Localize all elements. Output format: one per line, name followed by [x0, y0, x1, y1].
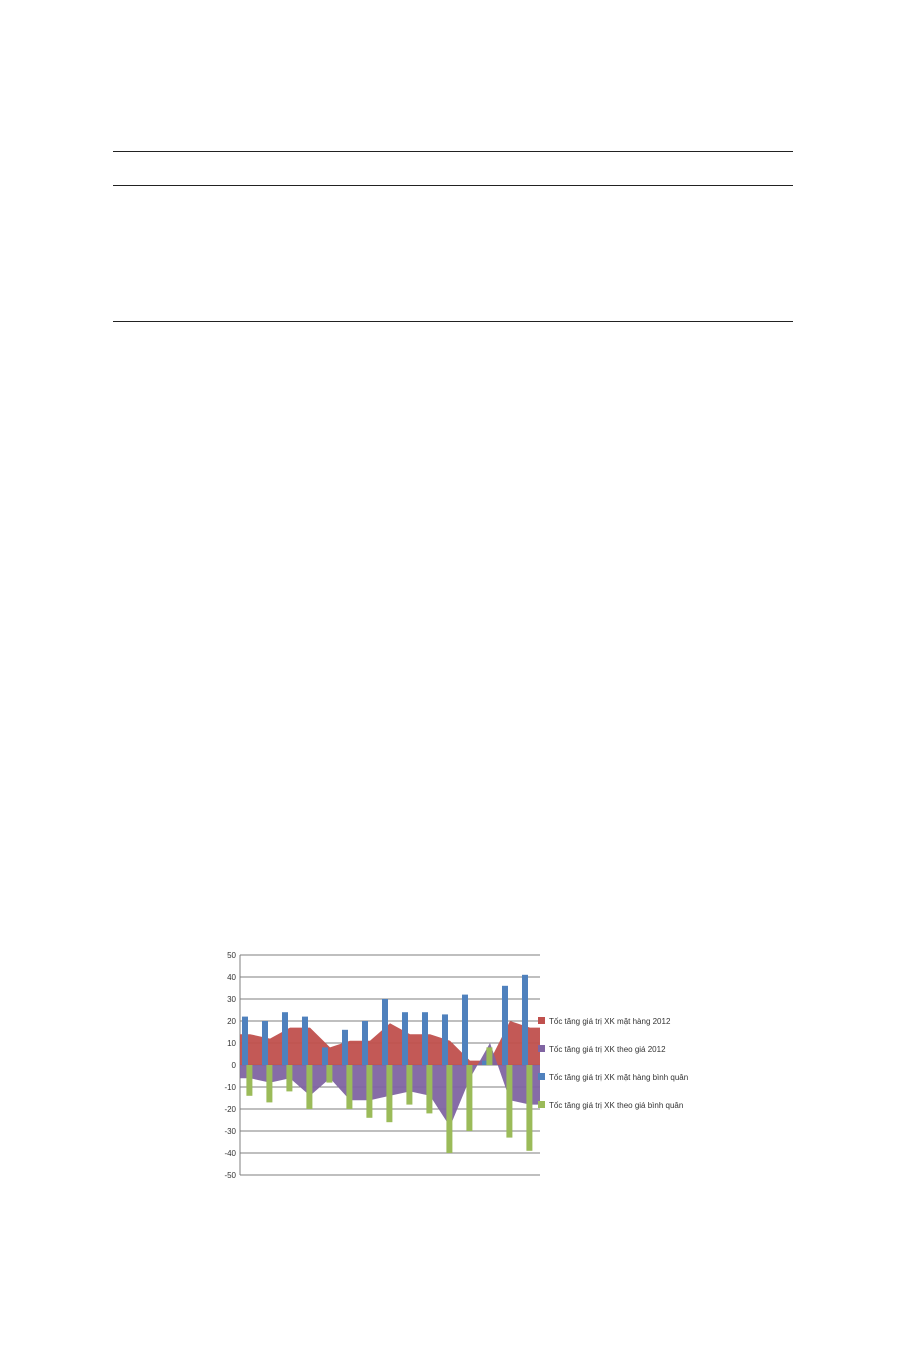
bar: [502, 986, 508, 1065]
y-tick-label: 0: [231, 1061, 236, 1070]
y-tick-label: -40: [224, 1149, 236, 1158]
legend-swatch: [538, 1073, 545, 1080]
bar: [266, 1065, 272, 1102]
bar: [442, 1014, 448, 1065]
legend-swatch: [538, 1045, 545, 1052]
bar: [462, 995, 468, 1065]
y-tick-label: -20: [224, 1105, 236, 1114]
bar: [422, 1012, 428, 1065]
bar: [282, 1012, 288, 1065]
bar: [446, 1065, 452, 1153]
legend-label: Tốc tăng giá trị XK mặt hàng bình quân: [549, 1073, 689, 1082]
y-tick-label: 50: [227, 951, 236, 960]
bar: [522, 975, 528, 1065]
legend-label: Tốc tăng giá trị XK theo giá bình quân: [549, 1101, 684, 1110]
y-tick-label: 40: [227, 973, 236, 982]
legend-swatch: [538, 1017, 545, 1024]
bar: [286, 1065, 292, 1091]
bar: [402, 1012, 408, 1065]
chart-legend: [538, 1017, 688, 1110]
bar: [362, 1021, 368, 1065]
bar: [366, 1065, 372, 1118]
bar: [342, 1030, 348, 1065]
bar: [326, 1065, 332, 1083]
bar: [466, 1065, 472, 1131]
y-tick-label: 10: [227, 1039, 236, 1048]
header-rule: [113, 185, 793, 186]
y-tick-label: -50: [224, 1171, 236, 1180]
bar: [526, 1065, 532, 1151]
y-tick-label: 20: [227, 1017, 236, 1026]
chart-bars: [242, 975, 532, 1153]
legend-label: Tốc tăng giá trị XK theo giá 2012: [549, 1045, 666, 1054]
bar: [242, 1017, 248, 1065]
bar: [406, 1065, 412, 1105]
bar: [246, 1065, 252, 1096]
top-rule: [113, 151, 793, 152]
y-tick-label: -10: [224, 1083, 236, 1092]
y-tick-label: -30: [224, 1127, 236, 1136]
chart: [200, 945, 710, 1185]
bar: [346, 1065, 352, 1109]
bar: [486, 1047, 492, 1065]
bar: [506, 1065, 512, 1138]
bar: [382, 999, 388, 1065]
y-tick-label: 30: [227, 995, 236, 1004]
bar: [262, 1021, 268, 1065]
bar: [306, 1065, 312, 1109]
bar: [426, 1065, 432, 1113]
bar: [302, 1017, 308, 1065]
bar: [386, 1065, 392, 1122]
bottom-rule: [113, 321, 793, 322]
bar: [322, 1047, 328, 1065]
y-tick-labels: [224, 951, 236, 1180]
legend-label: Tốc tăng giá trị XK mặt hàng 2012: [549, 1017, 671, 1026]
legend-swatch: [538, 1101, 545, 1108]
